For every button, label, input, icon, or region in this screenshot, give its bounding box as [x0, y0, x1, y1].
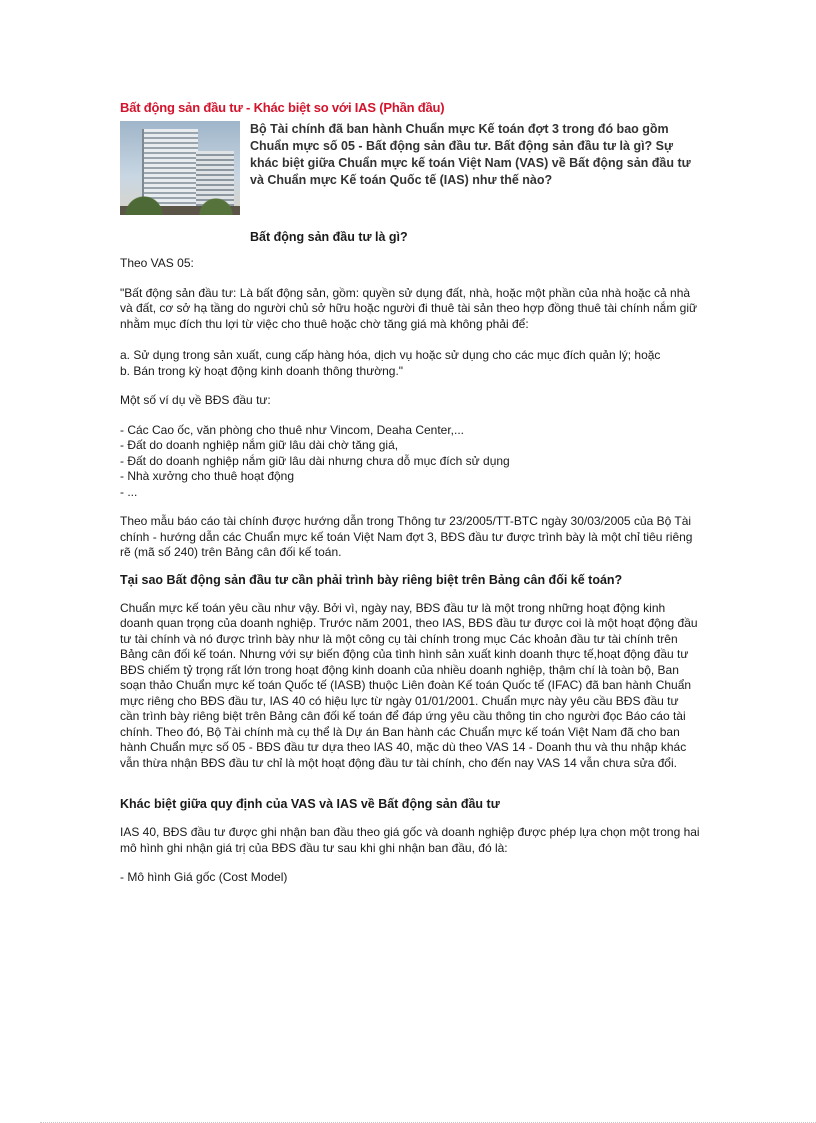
- examples-list: [120, 423, 700, 501]
- list-item: - Đất do doanh nghiệp nắm giữ lâu dài chờ tăng giá,: [120, 438, 399, 452]
- trees-shape: [120, 193, 240, 215]
- theo-text: Theo VAS 05:: [120, 256, 194, 270]
- article-title: Bất động sản đầu tư - Khác biệt so với IAS (Phần đầu): [120, 100, 445, 115]
- list-item: - Các Cao ốc, văn phòng cho thuê như Vincom, Deaha Center,...: [120, 422, 465, 437]
- definition-text: "Bất động sản đầu tư: Là bất động sản, gồm: quyền sử dụng đất, nhà, hoặc một phần của nhà hoặc cả nhà và đất, cơ sở hạ tầng do người chủ sở hữu hoặc người đi thuê tài sản theo hợp đồng thuê tài chính nắm giữ nhằm mục đích thu lợi từ việc cho thuê hoặc chờ tăng giá mà không phải để:: [120, 285, 698, 331]
- intro-text: Bộ Tài chính đã ban hành Chuẩn mực Kế toán đợt 3 trong đó bao gồm Chuẩn mực số 05 - Bất động sản đầu tư. Bất động sản đầu tư là gì? Sự khác biệt giữa Chuẩn mực kế toán Việt Nam (VAS) về Bất động sản đầu tư và Chuẩn mực Kế toán Quốc tế (IAS) như thế nào?: [250, 122, 691, 187]
- cost-model-item: - Mô hình Giá gốc (Cost Model): [120, 870, 288, 884]
- definition-a: a. Sử dụng trong sản xuất, cung cấp hàng hóa, dịch vụ hoặc sử dụng cho các mục đích quản lý; hoặc: [120, 348, 661, 362]
- intro-section: [120, 121, 700, 216]
- why-heading: Tại sao Bất động sản đầu tư cần phải trình bày riêng biệt trên Bảng cân đối kế toán?: [120, 572, 623, 587]
- list-item: - Nhà xưởng cho thuê hoạt động: [120, 469, 295, 483]
- question-heading: Bất động sản đầu tư là gì?: [250, 230, 408, 244]
- why-paragraph: Chuẩn mực kế toán yêu cầu như vậy. Bởi vì, ngày nay, BĐS đầu tư là một trong những hoạt động kinh doanh quan trọng của doanh nghiệp. Trước năm 2001, theo IAS, BĐS đầu tư được coi là một hoạt động đầu tư tài chính và nó được trình bày như là một công cụ tài chính trong mục Các khoản đầu tư tài chính trên Bảng cân đối kế toán. Nhưng với sự biến động của tình hình sản xuất kinh doanh thực tế,hoạt động đầu tư BĐS chiếm tỷ trọng rất lớn trong hoạt động kinh doanh của nhiều doanh nghiệp, thậm chí là toàn bộ, Ban soạn thảo Chuẩn mực kế toán Quốc tế (IASB) thuộc Liên đoàn Kế toán Quốc tế (IFAC) đã ban hành Chuẩn mực riêng cho BĐS đầu tư, IAS 40 có hiệu lực từ ngày 01/01/2001. Chuẩn mực này yêu cầu BĐS đầu tư cần trình bày riêng biệt trên Bảng cân đối kế toán để đáp ứng yêu cầu thông tin cho người đọc Báo cáo tài chính. Theo đó, Bộ Tài chính mà cụ thể là Dự án Ban hành các Chuẩn mực kế toán Việt Nam đã cho ban hành Chuẩn mực số 05 - BĐS đầu tư dựa theo IAS 40, mặc dù theo VAS 14 - Doanh thu và thu nhập khác vẫn thừa nhận BĐS đầu tư chỉ là một hoạt động đầu tư tài chính, cho đến nay VAS 14 vẫn chưa sửa đổi.: [120, 600, 698, 770]
- building-photo: [120, 121, 240, 215]
- examples-intro: Một số ví dụ về BĐS đầu tư:: [120, 393, 271, 407]
- difference-paragraph: IAS 40, BĐS đầu tư được ghi nhận ban đầu theo giá gốc và doanh nghiệp được phép lựa chọn một trong hai mô hình ghi nhận giá trị của BĐS đầu tư sau khi ghi nhận ban đầu, đó là:: [120, 825, 700, 855]
- report-paragraph: Theo mẫu báo cáo tài chính được hướng dẫn trong Thông tư 23/2005/TT-BTC ngày 30/03/2005 của Bộ Tài chính - hướng dẫn các Chuẩn mực kế toán Việt Nam đợt 3, BĐS đầu tư được trình bày là một chỉ tiêu riêng rẽ (mã số 240) trên Bảng cân đối kế toán.: [120, 514, 693, 559]
- difference-heading: Khác biệt giữa quy định của VAS và IAS về Bất động sản đầu tư: [120, 797, 500, 811]
- article: [120, 100, 700, 900]
- definition-b: b. Bán trong kỳ hoạt động kinh doanh thông thường.": [120, 363, 404, 378]
- list-item: - Đất do doanh nghiệp nắm giữ lâu dài nhưng chưa dỗ mục đích sử dụng: [120, 453, 510, 468]
- list-item: - ...: [120, 484, 138, 499]
